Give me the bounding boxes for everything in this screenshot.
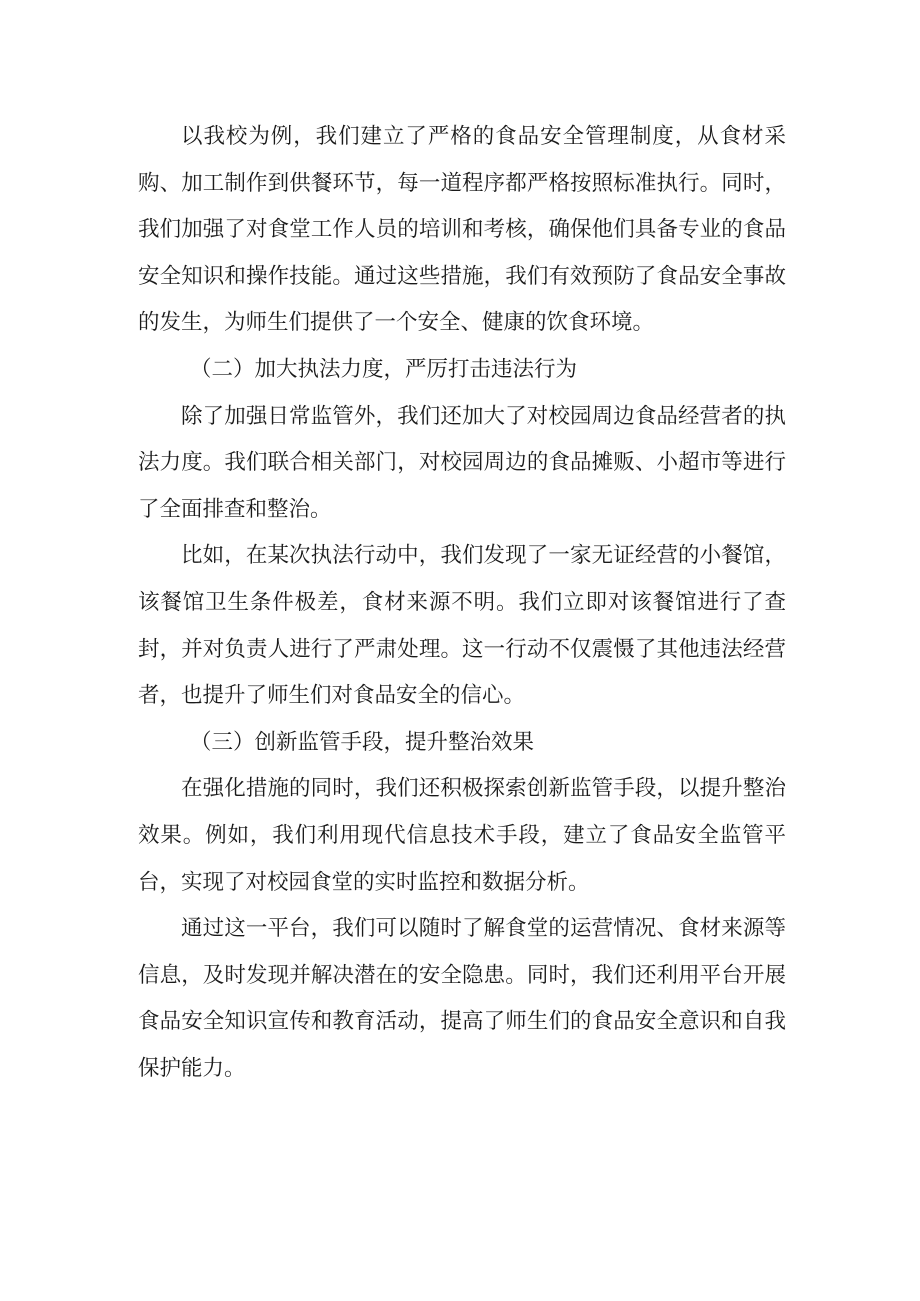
- paragraph-platform-benefits: 通过这一平台，我们可以随时了解食堂的运营情况、食材来源等信息，及时发现并解决潜在的安全隐患。同时，我们还利用平台开展食品安全知识宣传和教育活动，提高了师生们的食品安全意识和自我保护能力。: [138, 916, 786, 1081]
- document-body: [138, 114, 786, 1092]
- paragraph-innovation-intro: 在强化措施的同时，我们还积极探索创新监管手段，以提升整治效果。例如，我们利用现代信息技术手段，建立了食品安全监管平台，实现了对校园食堂的实时监控和数据分析。: [138, 776, 786, 895]
- section-heading-enforcement: （二）加大执法力度，严厉打击违法行为: [190, 356, 578, 382]
- section-heading-innovation: （三）创新监管手段，提升整治效果: [190, 729, 535, 755]
- paragraph-enforcement-intro: 除了加强日常监管外，我们还加大了对校园周边食品经营者的执法力度。我们联合相关部门，对校园周边的食品摊贩、小超市等进行了全面排查和整治。: [138, 403, 786, 522]
- paragraph-enforcement-example: 比如，在某次执法行动中，我们发现了一家无证经营的小餐馆，该餐馆卫生条件极差，食材来源不明。我们立即对该餐馆进行了查封，并对负责人进行了严肃处理。这一行动不仅震慑了其他违法经营者，也提升了师生们对食品安全的信心。: [138, 543, 786, 709]
- paragraph-school-example: 以我校为例，我们建立了严格的食品安全管理制度，从食材采购、加工制作到供餐环节，每一道程序都严格按照标准执行。同时，我们加强了对食堂工作人员的培训和考核，确保他们具备专业的食品安全知识和操作技能。通过这些措施，我们有效预防了食品安全事故的发生，为师生们提供了一个安全、健康的饮食环境。: [138, 124, 786, 336]
